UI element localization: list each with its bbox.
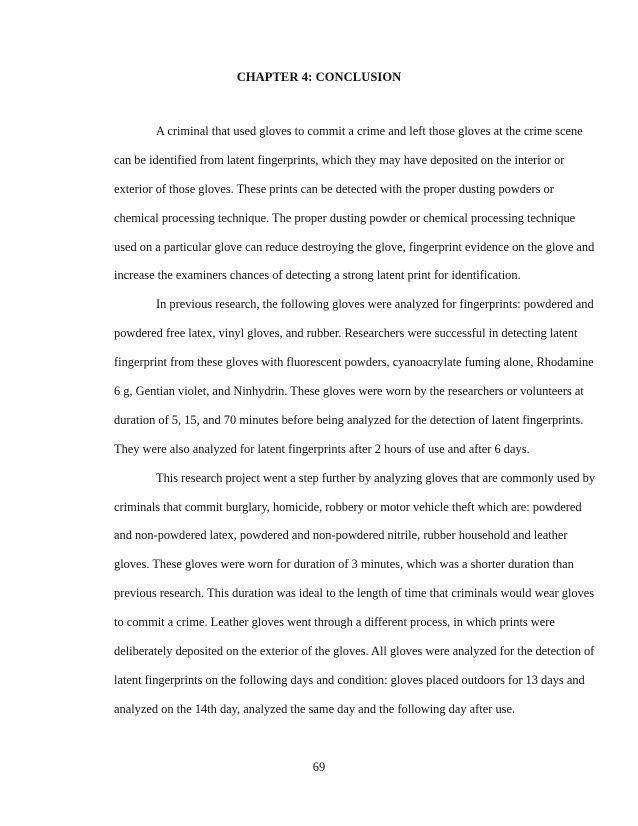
paragraph-line: exterior of those gloves. These prints can be detected with the proper dusting powders or: [114, 181, 554, 196]
paragraph-line: latent fingerprints on the following days and condition: gloves placed outdoors for 13 days and: [114, 672, 585, 687]
paragraph-line: duration of 5, 15, and 70 minutes before being analyzed for the detection of latent fingerprints.: [114, 412, 584, 427]
paragraph-line: fingerprint from these gloves with fluorescent powders, cyanoacrylate fuming alone, Rhodamine: [114, 355, 594, 370]
paragraph-line: used on a particular glove can reduce destroying the glove, fingerprint evidence on the glove and: [114, 239, 595, 254]
paragraph-2: [72, 290, 594, 463]
paragraph-1: [72, 117, 595, 290]
paragraph-line: criminals that commit burglary, homicide, robbery or motor vehicle theft which are: powdered: [114, 499, 582, 514]
paragraph-line: chemical processing technique. The proper dusting powder or chemical processing technique: [114, 210, 576, 225]
paragraph-3: [72, 464, 596, 724]
paragraph-line: 6 g, Gentian violet, and Ninhydrin. These gloves were worn by the researchers or volunteers at: [114, 384, 584, 399]
paragraph-line: A criminal that used gloves to commit a crime and left those gloves at the crime scene: [156, 124, 583, 138]
paragraph-line: This research project went a step further by analyzing gloves that are commonly used by: [156, 470, 596, 485]
paragraph-line: and non-powdered latex, powdered and non-powdered nitrile, rubber household and leather: [114, 528, 568, 543]
paragraph-line: They were also analyzed for latent fingerprints after 2 hours of use and after 6 days.: [114, 441, 530, 456]
chapter-title: CHAPTER 4: CONCLUSION: [236, 70, 402, 84]
paragraph-line: gloves. These gloves were worn for duration of 3 minutes, which was a shorter duration than: [114, 557, 574, 572]
paragraph-line: analyzed on the 14th day, analyzed the same day and the following day after use.: [114, 701, 516, 716]
paragraph-line: previous research. This duration was ideal to the length of time that criminals would wear gloves: [114, 586, 595, 601]
body-text: [72, 117, 596, 724]
paragraph-line: In previous research, the following gloves were analyzed for fingerprints: powdered and: [156, 297, 594, 312]
paragraph-line: powdered free latex, vinyl gloves, and rubber. Researchers were successful in detecting latent: [114, 326, 578, 341]
paragraph-line: increase the examiners chances of detecting a strong latent print for identification.: [114, 268, 521, 283]
paragraph-line: to commit a crime. Leather gloves went through a different process, in which prints were: [114, 615, 555, 630]
page-number: 69: [312, 760, 326, 774]
paragraph-line: can be identified from latent fingerprints, which they may have deposited on the interior or: [114, 152, 565, 167]
paragraph-line: deliberately deposited on the exterior of the gloves. All gloves were analyzed for the detection of: [114, 644, 595, 659]
